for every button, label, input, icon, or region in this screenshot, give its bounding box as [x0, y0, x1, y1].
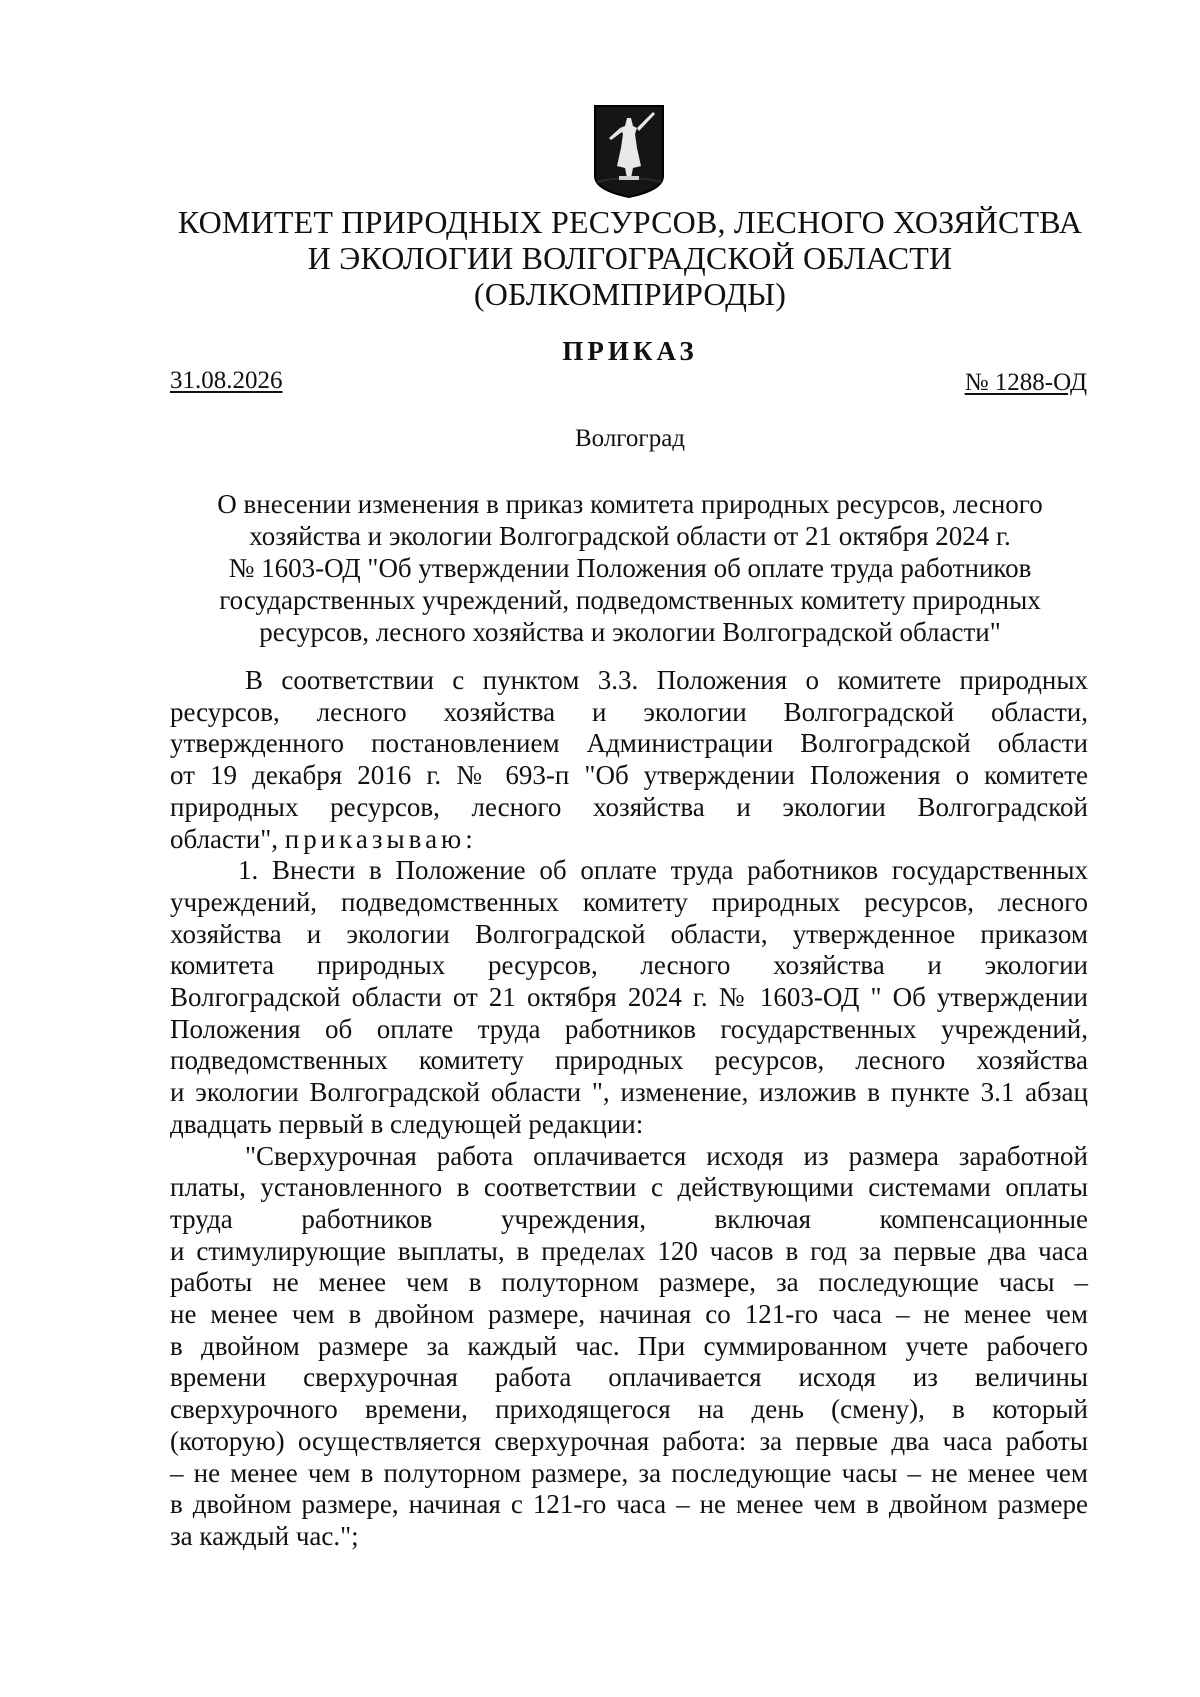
preamble-line: утвержденного постановлением Администрации Волгоградской области — [170, 728, 1088, 759]
quote-line: – не менее чем в полуторном размере, за последующие часы – не менее чем — [170, 1457, 1088, 1488]
volgograd-emblem-icon — [593, 104, 665, 199]
organization-name — [150, 204, 1110, 312]
org-line-2: И ЭКОЛОГИИ ВОЛГОГРАДСКОЙ ОБЛАСТИ — [307, 240, 953, 276]
quote-line: платы, установленного в соответствии с действующими системами оплаты — [170, 1172, 1088, 1203]
quote-line: "Сверхурочная работа оплачивается исходя из размера заработной — [245, 1140, 1088, 1171]
item1-line: подведомственных комитету природных ресурсов, лесного хозяйства — [170, 1045, 1088, 1076]
quote-line: времени сверхурочная работа оплачивается исходя из величины — [170, 1362, 1088, 1393]
item1-line: хозяйства и экологии Волгоградской области, утвержденное приказом — [170, 918, 1088, 949]
item1-line: комитета природных ресурсов, лесного хозяйства и экологии — [170, 950, 1088, 981]
quote-line: в двойном размере за каждый час. При суммированном учете рабочего — [170, 1330, 1088, 1361]
item1-last-line: двадцать первый в следующей редакции: — [170, 1108, 644, 1139]
item1-line: Волгоградской области от 21 октября 2024 г. № 1603-ОД " Об утверждении — [170, 982, 1088, 1013]
subject-line: государственных учреждений, подведомственных комитету природных — [219, 585, 1041, 615]
document-subject — [160, 488, 1100, 648]
quote-last-line: за каждый час."; — [170, 1520, 359, 1551]
document-number: № 1288-ОД — [964, 369, 1087, 396]
quote-line: работы не менее чем в полуторном размере, за последующие часы – — [170, 1267, 1088, 1298]
preamble-line: от 19 декабря 2016 г. № 693-п "Об утверждении Положения о комитете — [170, 760, 1088, 791]
item1-line: Положения об оплате труда работников государственных учреждений, — [170, 1013, 1088, 1044]
preamble-line: В соответствии с пунктом 3.3. Положения о комитете природных — [245, 665, 1088, 695]
order-word: приказываю: — [284, 823, 477, 854]
item1-line: 1. Внести в Положение об оплате труда работников государственных — [238, 855, 1088, 886]
document-city: Волгоград — [574, 425, 686, 452]
preamble-line: ресурсов, лесного хозяйства и экологии Волгоградской области, — [170, 696, 1088, 727]
document-body — [170, 665, 1088, 1553]
subject-line: № 1603-ОД "Об утверждении Положения об оплате труда работников — [228, 553, 1032, 583]
preamble-last-text: области", — [170, 823, 279, 854]
quote-line: и стимулирующие выплаты, в пределах 120 часов в год за первые два часа — [170, 1235, 1088, 1266]
item1-line: и экологии Волгоградской области ", изменение, изложив в пункте 3.1 абзац — [170, 1077, 1088, 1108]
document-type-title: ПРИКАЗ — [562, 336, 698, 366]
quote-line: сверхурочного времени, приходящегося на день (смену), в который — [170, 1394, 1088, 1425]
quote-line: труда работников учреждения, включая компенсационные — [170, 1203, 1088, 1234]
subject-line: хозяйства и экологии Волгоградской области от 21 октября 2024 г. — [249, 521, 1011, 551]
org-line-1: КОМИТЕТ ПРИРОДНЫХ РЕСУРСОВ, ЛЕСНОГО ХОЗЯЙСТВА — [177, 204, 1083, 240]
org-line-3: (ОБЛКОМПРИРОДЫ) — [473, 276, 787, 312]
quote-line: не менее чем в двойном размере, начиная со 121-го часа – не менее чем — [170, 1299, 1088, 1330]
item1-line: учреждений, подведомственных комитету природных ресурсов, лесного — [170, 886, 1088, 917]
quote-line: в двойном размере, начиная с 121-го часа – не менее чем в двойном размере — [170, 1489, 1088, 1520]
quote-line: (которую) осуществляется сверхурочная работа: за первые два часа работы — [170, 1425, 1088, 1456]
preamble-line: природных ресурсов, лесного хозяйства и экологии Волгоградской — [170, 791, 1088, 822]
subject-line: ресурсов, лесного хозяйства и экологии Волгоградской области" — [259, 617, 1001, 647]
document-date: 31.08.2026 — [170, 367, 283, 394]
subject-line: О внесении изменения в приказ комитета природных ресурсов, лесного — [217, 489, 1043, 519]
preamble-last-line — [170, 824, 1088, 856]
